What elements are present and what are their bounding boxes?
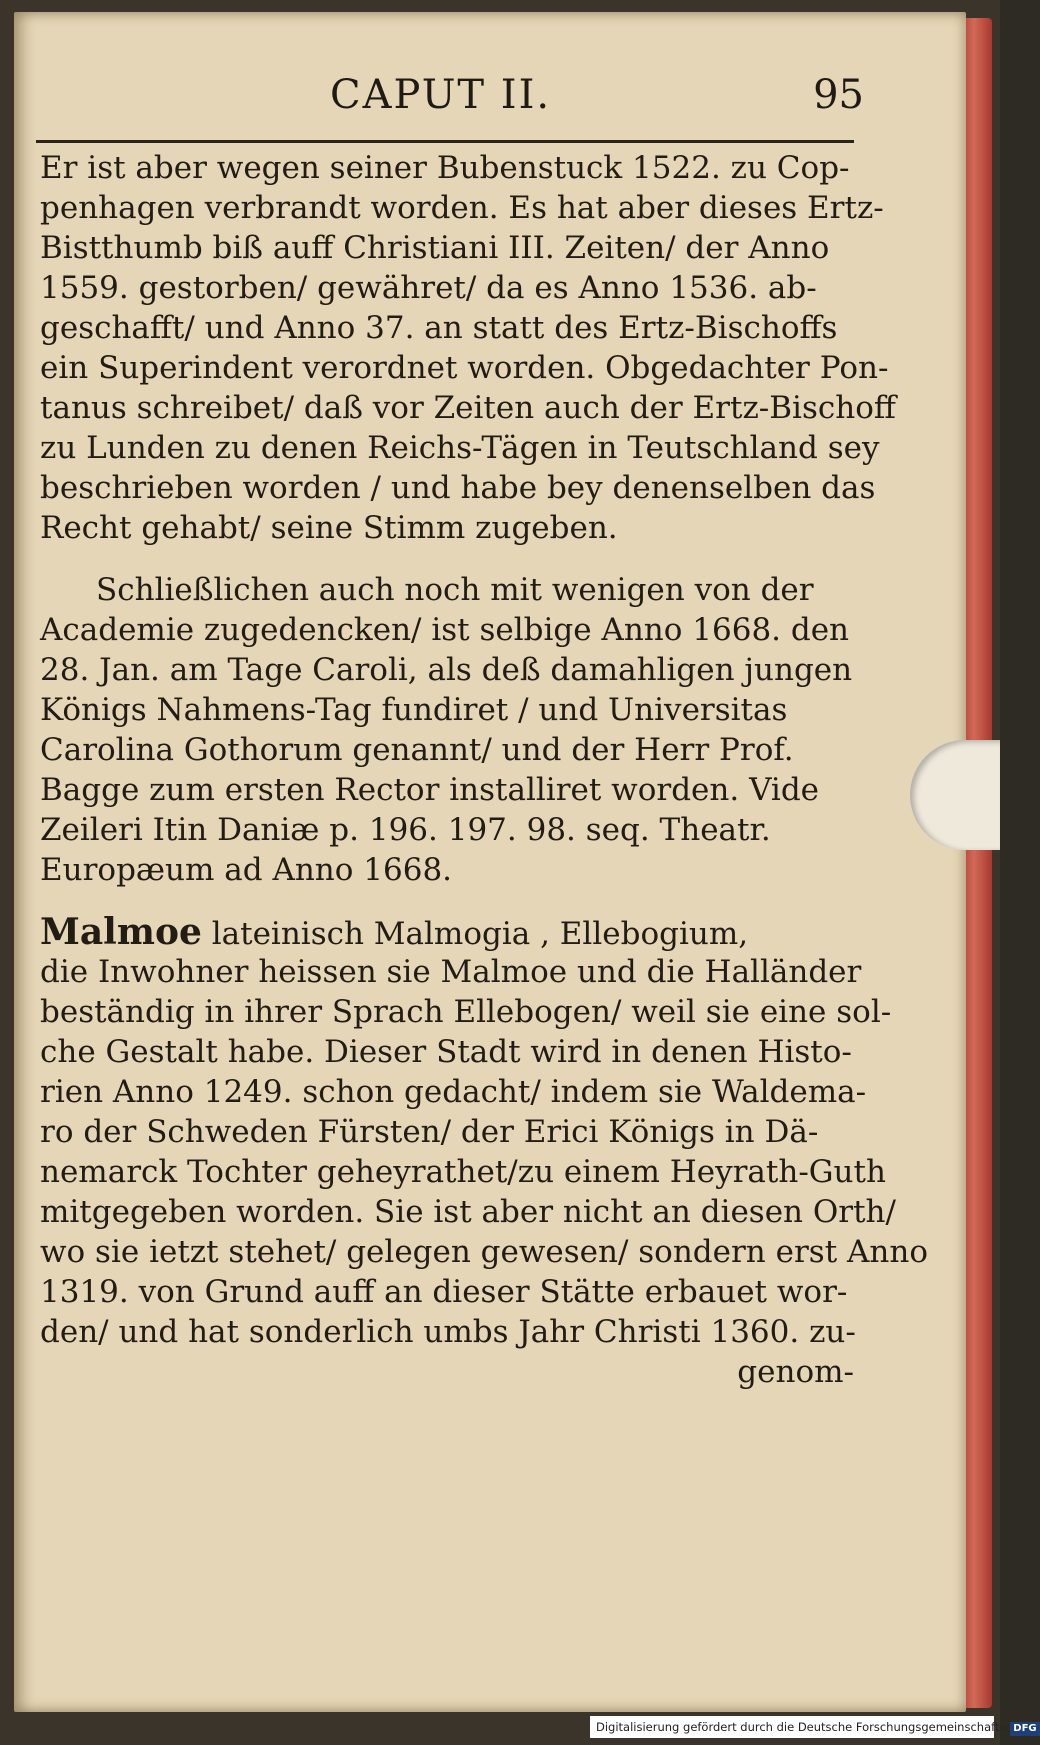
digitization-credit [590, 1716, 1037, 1738]
text-line: 28. Jan. am Tage Caroli, als deß damahligen jungen [40, 652, 853, 688]
page-number: 95 [813, 72, 864, 118]
text-line: die Inwohner heissen sie Malmoe und die Halländer [40, 954, 862, 990]
paragraph-2 [40, 570, 870, 890]
text-line: ein Superindent verordnet worden. Obgedachter Pon- [40, 350, 889, 386]
text-line: Schließlichen auch noch mit wenigen von der [96, 572, 814, 608]
text-line: wo sie ietzt stehet/ gelegen gewesen/ sondern erst Anno [40, 1234, 928, 1270]
text-fragment: lateinisch Malmogia , Ellebogium, [201, 916, 749, 952]
text-line: beschrieben worden / und habe bey denenselben das [40, 470, 876, 506]
text-line: rien Anno 1249. schon gedacht/ indem sie Waldema- [40, 1074, 867, 1110]
text-line: Academie zugedencken/ ist selbige Anno 1668. den [40, 612, 850, 648]
text-line: Königs Nahmens-Tag fundiret / und Universitas [40, 692, 788, 728]
text-line: nemarck Tochter geheyrathet/zu einem Heyrath-Guth [40, 1154, 886, 1190]
text-line: Carolina Gothorum genannt/ und der Herr Prof. [40, 732, 794, 768]
text-line: Recht gehabt/ seine Stimm zugeben. [40, 510, 618, 546]
page-header [40, 72, 870, 132]
text-line: Europæum ad Anno 1668. [40, 852, 453, 888]
text-line: Zeileri Itin Daniæ p. 196. 197. 98. seq. Theatr. [40, 812, 771, 848]
text-line: zu Lunden zu denen Reichs-Tägen in Teutschland sey [40, 430, 880, 466]
red-fore-edge [962, 18, 992, 1708]
dfg-logo: DFG [1010, 1722, 1039, 1736]
text-line: Bistthumb biß auff Christiani III. Zeiten/ der Anno [40, 230, 830, 266]
text-line: mitgegeben worden. Sie ist aber nicht an diesen Orth/ [40, 1194, 896, 1230]
text-line: 1559. gestorben/ gewähret/ da es Anno 1536. ab- [40, 270, 817, 306]
text-line: Er ist aber wegen seiner Bubenstuck 1522. zu Cop- [40, 150, 850, 186]
text-line: Bagge zum ersten Rector installiret worden. Vide [40, 772, 820, 808]
previous-page-edge [0, 130, 14, 1510]
text-line: beständig in ihrer Sprach Ellebogen/ weil sie eine sol- [40, 994, 892, 1030]
running-head: CAPUT II. [330, 72, 552, 118]
text-line-lead [40, 912, 870, 952]
header-rule [36, 140, 854, 143]
credit-text: Digitalisierung gefördert durch die Deutsche Forschungsgemeinschaft - [596, 1720, 1008, 1734]
text-line: ro der Schweden Fürsten/ der Erici Königs in Dä- [40, 1114, 819, 1150]
text-line: che Gestalt habe. Dieser Stadt wird in denen Histo- [40, 1034, 852, 1070]
text-line: den/ und hat sonderlich umbs Jahr Christi 1360. zu- [40, 1314, 856, 1350]
text-line: penhagen verbrandt worden. Es hat aber dieses Ertz- [40, 190, 884, 226]
text-line: geschafft/ und Anno 37. an statt des Ertz-Bischoffs [40, 310, 838, 346]
lead-word: Malmoe [40, 911, 202, 953]
text-line: 1319. von Grund auff an dieser Stätte erbauet wor- [40, 1274, 848, 1310]
body-text [40, 148, 928, 1392]
paragraph-1 [40, 148, 896, 548]
text-line: tanus schreibet/ daß vor Zeiten auch der Ertz-Bischoff [40, 390, 896, 426]
catchword: genom- [737, 1354, 854, 1390]
paragraph-3 [40, 911, 928, 1352]
